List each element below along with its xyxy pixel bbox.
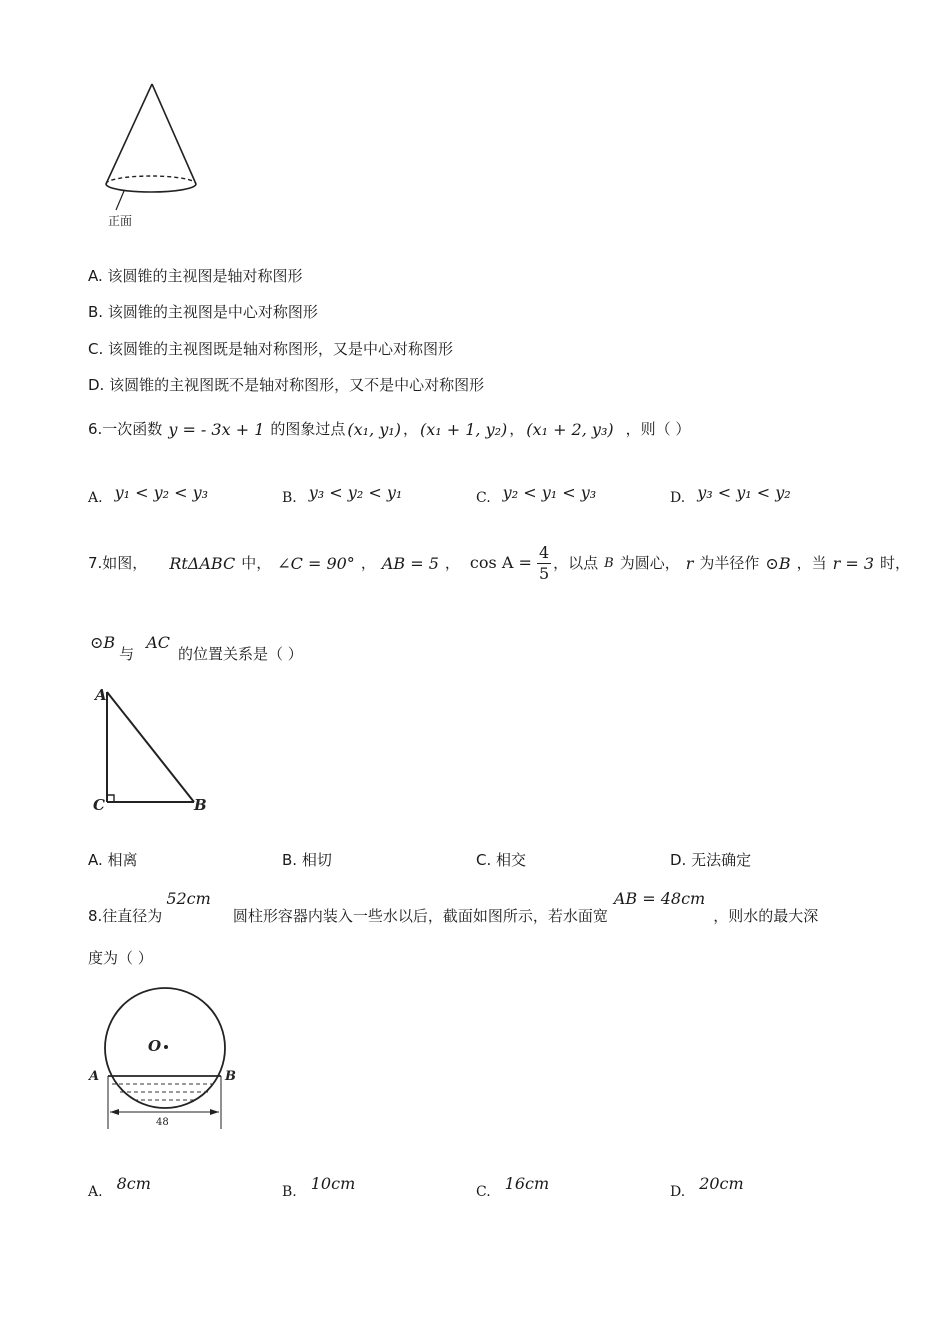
q8-option-c-letter: C. [476, 1184, 491, 1200]
q6-option-d-letter: D. [670, 490, 686, 506]
q7-radius-r: r [685, 553, 694, 573]
q8-stem-line-1 [88, 886, 818, 930]
q8-ab-width: AB = 48cm [613, 889, 706, 908]
q8-stem-line-2: 度为（ ） [88, 949, 153, 967]
q7-text-1: 7.如图， [88, 554, 148, 572]
q7-text-4: ， [444, 554, 460, 572]
q6-option-a-letter: A. [88, 490, 103, 506]
q7-option-d: D. 无法确定 [670, 851, 752, 869]
q5-option-c: C. 该圆锥的主视图既是轴对称图形，又是中心对称图形 [88, 340, 454, 358]
q6-option-c-expr: y₂ < y₁ < y₃ [502, 482, 597, 502]
q8-text-3: ，则水的最大深 [713, 907, 819, 925]
q7-point-b: B [604, 555, 614, 571]
cone-figure [100, 78, 210, 233]
q8-circle-figure [86, 984, 246, 1134]
q6-sep-2: ， [509, 420, 525, 438]
q6-option-b-expr: y₃ < y₂ < y₁ [308, 482, 403, 502]
q5-option-d: D. 该圆锥的主视图既不是轴对称图形，又不是中心对称图形 [88, 376, 485, 394]
cone-left-edge [106, 84, 152, 184]
cone-right-edge [152, 84, 196, 184]
q8-dim-label: 48 [156, 1117, 169, 1128]
q7-stem-line-1 [88, 533, 910, 593]
q8-option-d-letter: D. [670, 1184, 686, 1200]
q6-point-3: (x₁ + 2, y₃) [526, 419, 614, 439]
q8-option-c [476, 1166, 549, 1200]
q6-suffix: ，则（ ） [625, 420, 691, 438]
q7-right-angle-mark [107, 795, 114, 802]
q6-option-d [670, 478, 791, 506]
q7-text-8: ，当 [796, 554, 827, 572]
q5-option-a: A. 该圆锥的主视图是轴对称图形 [88, 267, 303, 285]
q7-label-a: A [95, 686, 107, 704]
q6-point-2: (x₁ + 1, y₂) [419, 419, 508, 439]
q6-option-a [88, 478, 208, 506]
q7-angle-c: ∠C = 90° [277, 553, 355, 573]
q6-option-a-expr: y₁ < y₂ < y₃ [114, 482, 209, 502]
q7-fraction-numerator: 4 [538, 542, 550, 562]
q7-text-6: 为圆心， [619, 554, 680, 572]
q8-option-d-expr: 20cm [699, 1173, 744, 1193]
q7-option-c: C. 相交 [476, 851, 527, 869]
q7-text-9: 时， [880, 554, 911, 572]
q8-option-b-letter: B. [282, 1184, 297, 1200]
cone-arrow-line [116, 191, 124, 210]
q7-circle-b: ⊙B [765, 553, 791, 573]
q8-label-b: B [225, 1069, 236, 1084]
q6-option-b [282, 478, 402, 506]
q7-stem-line-2 [90, 632, 303, 662]
q8-diameter: 52cm [166, 889, 211, 908]
q6-sep-1: ， [402, 420, 418, 438]
q7-text-5: ，以点 [553, 554, 599, 572]
q7-fraction [537, 543, 551, 584]
cone-label: 正面 [108, 214, 133, 228]
q6-option-c-letter: C. [476, 490, 491, 506]
q8-option-c-expr: 16cm [504, 1173, 550, 1193]
q7-option-b: B. 相切 [282, 851, 332, 869]
q7-triangle-figure [88, 684, 218, 816]
q7-option-a: A. 相离 [88, 851, 138, 869]
q6-option-c [476, 478, 596, 506]
q7-text-3: ， [360, 554, 376, 572]
q6-mid: 的图象过点 [270, 420, 346, 438]
q6-stem [88, 414, 690, 444]
q7-label-c: C [93, 796, 105, 814]
q6-function: y = - 3x + 1 [168, 419, 265, 439]
q8-option-a-letter: A. [88, 1184, 103, 1200]
q7-text-2: 中， [241, 554, 272, 572]
q6-option-b-letter: B. [282, 490, 297, 506]
q7-ac: AC [146, 632, 170, 652]
q6-point-1: (x₁, y₁) [347, 419, 401, 439]
q7-text-7: 为半径作 [699, 554, 760, 572]
q8-option-b-expr: 10cm [310, 1173, 356, 1193]
q8-option-d [670, 1166, 744, 1200]
q7-label-b: B [194, 796, 207, 814]
q8-text-2: 圆柱形容器内装入一些水以后，截面如图所示，若水面宽 [232, 907, 608, 925]
q8-option-b [282, 1166, 355, 1200]
q7-with: 与 [119, 645, 135, 663]
q8-option-a [88, 1166, 151, 1200]
cone-base-back [106, 176, 196, 184]
q8-label-a: A [89, 1069, 100, 1084]
q7-triangle: RtΔABC [169, 553, 236, 573]
q6-option-d-expr: y₃ < y₁ < y₂ [697, 482, 791, 502]
q7-r-value: r = 3 [832, 553, 874, 573]
cone-base-front [106, 184, 196, 192]
q8-dim-arrow-left [110, 1109, 119, 1115]
q8-text-1: 8.往直径为 [88, 907, 163, 925]
q8-center-dot [164, 1045, 168, 1049]
q7-fraction-denominator: 5 [538, 563, 550, 583]
q7-ab-length: AB = 5 [381, 553, 439, 573]
q8-dim-arrow-right [210, 1109, 219, 1115]
q6-prefix: 6.一次函数 [88, 420, 163, 438]
q7-line-2-text: 的位置关系是（ ） [177, 645, 303, 663]
q7-circle-b-2: ⊙B [90, 632, 116, 652]
q7-cos-a [470, 543, 551, 584]
q8-label-o: O [148, 1037, 162, 1055]
q8-option-a-expr: 8cm [116, 1173, 151, 1193]
q7-side-ab [107, 692, 194, 802]
q7-cos-label: cos A = [469, 552, 532, 572]
q5-option-b: B. 该圆锥的主视图是中心对称图形 [88, 303, 318, 321]
